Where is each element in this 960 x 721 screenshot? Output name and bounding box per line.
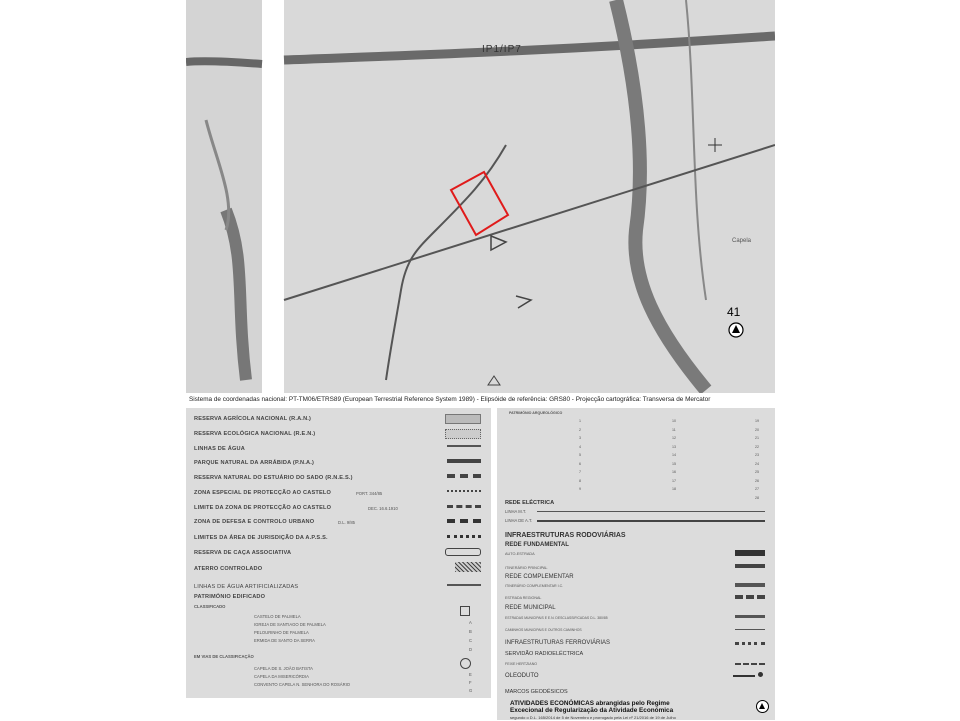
feixe-symbol <box>735 663 765 665</box>
marco-geodesico-icon <box>756 700 769 713</box>
rede-fundamental-title: REDE FUNDAMENTAL <box>505 542 569 548</box>
ran-swatch <box>445 414 481 424</box>
patrimonio-number: 16 <box>672 470 676 474</box>
estrada-regional: ESTRADA REGIONAL <box>505 596 542 600</box>
rede-municipal-title: REDE MUNICIPAL <box>505 605 556 611</box>
auto-estrada: AUTO-ESTRADA <box>505 552 535 556</box>
patrimonio-number: 12 <box>672 436 676 440</box>
legend-zona-defesa: ZONA DE DEFESA E CONTROLO URBANO <box>194 519 315 525</box>
pat-item-a: CASTELO DE PALMELA <box>254 614 301 619</box>
apss-symbol <box>447 535 481 546</box>
patrimonio-number: 25 <box>755 470 759 474</box>
oleoduto-dot-icon <box>758 672 763 677</box>
patrimonio-number: 21 <box>755 436 759 440</box>
aterro-symbol <box>455 562 481 572</box>
patrimonio-number: 24 <box>755 461 759 466</box>
caption-line-1: ATIVIDADES ECONÓMICAS abrangidas pelo Regime <box>510 700 670 707</box>
itinerario-principal: ITINERÁRIO PRINCIPAL <box>505 566 548 570</box>
feixe-hertziano: FEIXE HERTZIANO <box>505 662 538 666</box>
pat-item-d: ERMIDA DE SANTO DA SERRA <box>254 638 315 643</box>
map-viewport[interactable] <box>186 0 775 406</box>
letter-d: D <box>469 647 473 652</box>
patrimonio-number: 1 <box>579 419 581 423</box>
legend-linhas-agua: LINHAS DE ÁGUA <box>194 446 245 452</box>
itinerario-symbol <box>735 564 765 568</box>
patrimonio-number: 23 <box>755 453 759 457</box>
direction-arrow-icon <box>491 236 506 250</box>
infra-ferroviarias-title: INFRAESTRUTURAS FERROVIÁRIAS <box>505 640 611 646</box>
pat-item-b: IGREJA DE SANTIAGO DE PALMELA <box>254 622 326 627</box>
road-ip1-left <box>186 61 262 64</box>
patrimonio-number: 9 <box>579 487 581 491</box>
circle-symbol-icon <box>460 658 471 669</box>
oleoduto-symbol <box>733 675 755 677</box>
power-line <box>284 145 775 300</box>
road-label: IP1/IP7 <box>482 44 522 55</box>
oleoduto-title: OLEODUTO <box>505 673 539 679</box>
legend-left-panel <box>186 408 491 698</box>
linha-at: LINHA DE A.T. <box>505 518 533 523</box>
patrimonio-number: 5 <box>579 453 581 457</box>
note-dec: DEC. 16.6.1910 <box>368 506 398 511</box>
pat-item-e: CAPELA DE S. JOÃO BATISTA <box>254 666 313 671</box>
patrimonio-number: 19 <box>755 419 759 423</box>
pna-symbol <box>447 459 481 471</box>
water-line-symbol <box>447 445 481 455</box>
pat-item-f: CAPELA DA MISERICÓRDIA <box>254 674 309 679</box>
caption-line-2: Excecional de Regularização da Atividade Económica <box>510 707 674 714</box>
ferrovia-symbol <box>735 642 765 645</box>
auto-estrada-symbol <box>735 550 765 556</box>
letter-g: G <box>469 688 473 693</box>
pat-item-c: PELOURINHO DE PALMELA <box>254 630 309 635</box>
letter-f: F <box>469 680 472 685</box>
zona-defesa-symbol <box>447 519 481 531</box>
marcos-title: MARCOS GEODÉSICOS <box>505 689 568 695</box>
patrimonio-number: 22 <box>755 444 759 449</box>
patrimonio-number: 26 <box>755 478 759 483</box>
legend-pna: PARQUE NATURAL DA ARRÁBIDA (P.N.A.) <box>194 460 315 466</box>
note-dl: D.L. 9/85 <box>338 520 355 525</box>
patrimonio-number: 6 <box>579 461 581 466</box>
legend-caca: RESERVA DE CAÇA ASSOCIATIVA <box>194 550 292 556</box>
patrimonio-number: 28 <box>755 495 759 500</box>
caption-line-3: segundo o D.L. 165/2014 de 5 de Novembro e prorrogado pela Lei nº 21/2016 de 19 de Julho <box>510 715 676 720</box>
patrimonio-number: 18 <box>672 487 676 491</box>
letter-a: A <box>469 620 472 625</box>
legend-ran: RESERVA AGRÍCOLA NACIONAL (R.A.N.) <box>194 416 312 422</box>
complementar-sub: ITINERÁRIO COMPLEMENTAR I.C. <box>505 584 564 588</box>
patrimonio-arq-title: PATRIMÓNIO ARQUEOLÓGICO <box>509 411 563 415</box>
linha-mt-symbol <box>537 511 765 512</box>
note-port: PORT. 344/85 <box>356 491 383 496</box>
patrimonio-number: 13 <box>672 444 676 449</box>
caminhos-municipais: CAMINHOS MUNICIPAIS E OUTROS CAMINHOS <box>505 628 582 632</box>
patrimonio-number: 27 <box>755 487 759 491</box>
patrimonio-number: 8 <box>579 478 581 483</box>
caca-symbol <box>445 548 481 556</box>
estrada-regional-symbol <box>735 595 765 599</box>
pat-item-g: CONVENTO CAPELA N. SENHORA DO ROSÁRIO <box>254 682 351 687</box>
zona-castelo-symbol <box>447 490 481 500</box>
ren-swatch <box>445 429 481 439</box>
rede-electrica-title: REDE ELÉCTRICA <box>505 500 555 506</box>
patrimonio-number: 15 <box>672 461 676 466</box>
patrimonio-number: 14 <box>672 453 676 457</box>
river-right <box>616 0 706 390</box>
square-symbol-icon <box>460 606 470 616</box>
limite-castelo-symbol <box>447 505 481 516</box>
coordinate-system-note: Sistema de coordenadas nacional: PT-TM06/ETRS89 (European Terrestrial Reference System 1989) - Elipsóide de referência: GRS80 - Projecção cartográfica: Transversa de Mercator <box>186 393 775 406</box>
patrimonio-number: 20 <box>755 427 759 432</box>
legend-limite-castelo: LIMITE DA ZONA DE PROTECÇÃO AO CASTELO <box>194 505 332 511</box>
patrimonio-number: 11 <box>672 427 676 432</box>
servidao-title: SERVIDÃO RADIOELÉCTRICA <box>505 651 584 657</box>
selected-parcel-box[interactable] <box>451 172 508 235</box>
road-ip1-ip7 <box>284 36 775 60</box>
complementar-symbol <box>735 583 765 587</box>
municipal-sub: ESTRADAS MUNICIPAIS E E.N. DESCLASSIFICADAS D.L. 380/85 <box>505 616 608 620</box>
letter-e: E <box>469 672 472 677</box>
legend-patrimonio: PATRIMÓNIO EDIFICADO <box>194 594 266 600</box>
patrimonio-number: 4 <box>579 444 581 449</box>
municipal-symbol <box>735 615 765 618</box>
place-label: Capela <box>732 238 752 244</box>
legend-apss: LIMITES DA ÁREA DE JURISDIÇÃO DA A.P.S.S. <box>194 535 328 541</box>
linha-mt: LINHA M.T. <box>505 509 527 514</box>
grid-cross-icon <box>708 138 722 152</box>
legend-aterro: ATERRO CONTROLADO <box>194 566 263 572</box>
direction-arrow-icon-2 <box>516 296 531 308</box>
label-em-vias: EM VIAS DE CLASSIFICAÇÃO <box>194 654 254 659</box>
vertex-number: 41 <box>727 305 741 319</box>
label-classificado: CLASSIFICADO <box>194 604 226 609</box>
patrimonio-number: 3 <box>579 436 581 440</box>
linha-at-symbol <box>537 520 765 522</box>
letter-b: B <box>469 629 472 634</box>
artificial-line-symbol <box>447 584 481 594</box>
patrimonio-number: 17 <box>672 478 676 483</box>
legend-linhas-artificializadas: LINHAS DE ÁGUA ARTIFICIALIZADAS <box>194 584 299 590</box>
rede-complementar-title: REDE COMPLEMENTAR <box>505 574 574 580</box>
legend-rnes: RESERVA NATURAL DO ESTUÁRIO DO SADO (R.N.E.S.) <box>194 475 353 481</box>
patrimonio-number: 7 <box>579 470 581 474</box>
letter-c: C <box>469 638 473 643</box>
legend-right-panel <box>497 408 775 720</box>
patrimonio-number: 10 <box>672 419 676 423</box>
caminhos-symbol <box>735 629 765 630</box>
legend-zona-castelo: ZONA ESPECIAL DE PROTECÇÃO AO CASTELO <box>194 490 332 496</box>
geodesic-triangle-icon <box>488 376 500 385</box>
map-canvas <box>186 0 775 406</box>
legend-ren: RESERVA ECOLÓGICA NACIONAL (R.E.N.) <box>194 431 316 437</box>
panel-gap <box>262 0 284 406</box>
caption-block <box>510 700 676 721</box>
patrimonio-number: 2 <box>579 427 581 432</box>
rnes-symbol <box>447 474 481 486</box>
infra-rodoviarias-title: INFRAESTRUTURAS RODOVIÁRIAS <box>505 532 626 539</box>
